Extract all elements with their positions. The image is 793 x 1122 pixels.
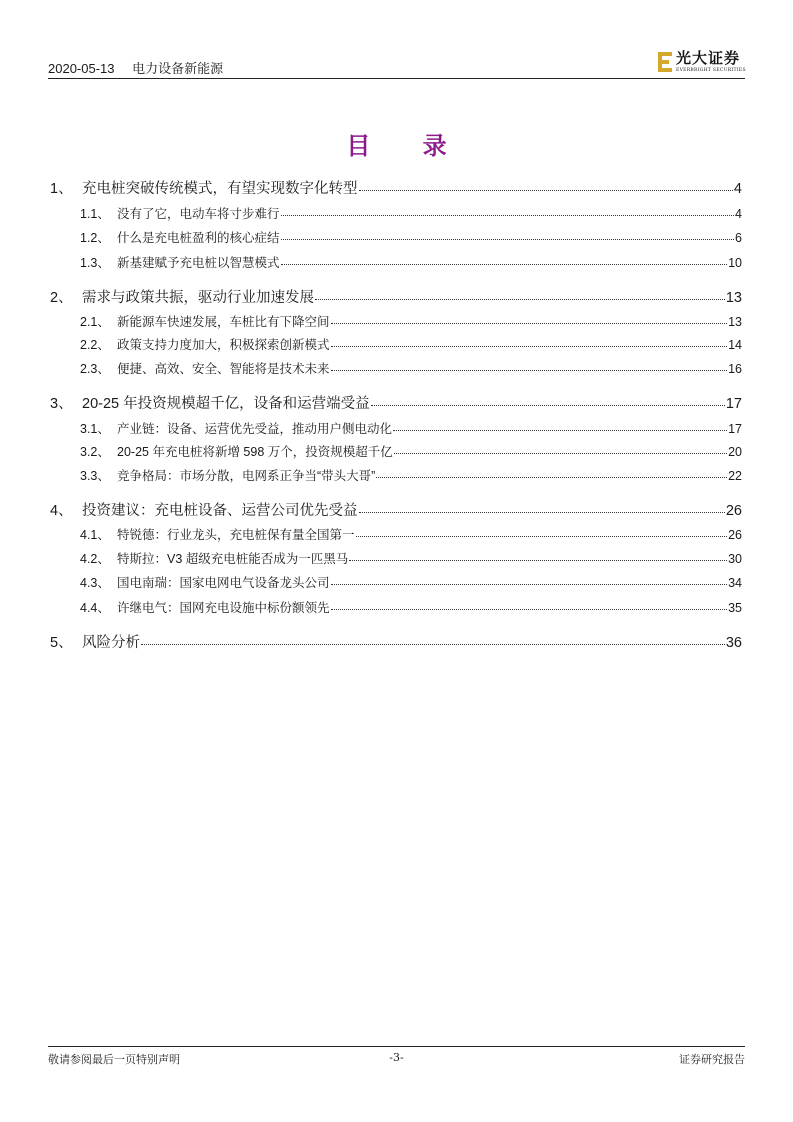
toc-entry-text: 政策支持力度加大，积极探索创新模式 bbox=[117, 338, 330, 352]
toc-entry-page: 4 bbox=[733, 181, 742, 197]
toc-entry-number: 2.3、 bbox=[80, 362, 110, 376]
leader-dots bbox=[356, 536, 728, 537]
toc-entry-number: 4.3、 bbox=[80, 576, 110, 590]
leader-dots bbox=[331, 609, 728, 610]
toc-entry-text: 什么是充电桩盈利的核心症结 bbox=[117, 231, 280, 245]
toc-entry-page: 13 bbox=[725, 290, 742, 306]
toc-entry-text: 没有了它，电动车将寸步难行 bbox=[117, 207, 280, 221]
toc-entry-page: 36 bbox=[725, 635, 742, 651]
toc-entry-page: 17 bbox=[725, 396, 742, 412]
toc-entry-text: 投资建议：充电桩设备、运营公司优先受益 bbox=[82, 503, 358, 519]
company-logo bbox=[658, 50, 746, 76]
page-number: -3- bbox=[389, 1051, 404, 1064]
leader-dots bbox=[331, 370, 728, 371]
toc-entry-page: 10 bbox=[728, 256, 742, 270]
toc-entry-number: 1、 bbox=[50, 181, 73, 197]
toc-entry[interactable] bbox=[80, 549, 742, 567]
toc-entry[interactable] bbox=[80, 359, 742, 377]
toc-entry[interactable] bbox=[50, 499, 742, 520]
toc-entry[interactable] bbox=[80, 312, 742, 330]
leader-dots bbox=[331, 323, 728, 324]
toc-entry-number: 3.3、 bbox=[80, 469, 110, 483]
toc-entry[interactable] bbox=[80, 204, 742, 222]
report-section: 电力设备新能源 bbox=[132, 61, 224, 76]
leader-dots bbox=[359, 512, 725, 513]
toc-entry-text: 许继电气：国网充电设施中标份额领先 bbox=[117, 601, 330, 615]
leader-dots bbox=[349, 560, 727, 561]
leader-dots bbox=[281, 264, 728, 265]
toc-entry[interactable] bbox=[50, 177, 742, 198]
toc-entry-page: 16 bbox=[728, 362, 742, 376]
toc-entry[interactable] bbox=[80, 573, 742, 591]
toc-entry[interactable] bbox=[80, 598, 742, 616]
toc-entry-text: 产业链：设备、运营优先受益，推动用户侧电动化 bbox=[117, 422, 393, 436]
logo-name-cn: 光大证券 bbox=[676, 49, 741, 67]
page-header bbox=[48, 60, 745, 80]
leader-dots bbox=[331, 584, 728, 585]
toc-entry[interactable] bbox=[80, 525, 742, 543]
toc-entry-text: 新基建赋予充电桩以智慧模式 bbox=[117, 256, 280, 270]
toc-entry[interactable] bbox=[50, 286, 742, 307]
toc-entry-page: 26 bbox=[728, 528, 742, 542]
leader-dots bbox=[281, 239, 735, 240]
leader-dots bbox=[376, 477, 727, 478]
toc-entry-text: 风险分析 bbox=[82, 635, 140, 651]
leader-dots bbox=[315, 299, 725, 300]
toc-entry-number: 2、 bbox=[50, 290, 73, 306]
toc-entry[interactable] bbox=[80, 442, 742, 460]
toc-entry[interactable] bbox=[80, 228, 742, 246]
toc-entry-page: 20 bbox=[728, 445, 742, 459]
toc-title: 目 录 bbox=[346, 131, 469, 160]
toc-entry-number: 3.1、 bbox=[80, 422, 110, 436]
leader-dots bbox=[394, 453, 727, 454]
toc-entry-page: 34 bbox=[728, 576, 742, 590]
toc-entry[interactable] bbox=[50, 392, 742, 413]
report-date: 2020-05-13 bbox=[48, 61, 115, 76]
toc-entry-text: 便捷、高效、安全、智能将是技术未来 bbox=[117, 362, 330, 376]
toc-entry-page: 17 bbox=[728, 422, 742, 436]
toc-entry-number: 4、 bbox=[50, 503, 73, 519]
leader-dots bbox=[359, 190, 733, 191]
toc-entry-number: 4.2、 bbox=[80, 552, 110, 566]
leader-dots bbox=[281, 215, 735, 216]
toc-entry-number: 4.4、 bbox=[80, 601, 110, 615]
logo-name-en: EVERBRIGHT SECURITIES bbox=[676, 68, 746, 73]
toc-entry-text: 20-25 年充电桩将新增 598 万个，投资规模超千亿 bbox=[117, 445, 393, 459]
toc-entry-text: 20-25 年投资规模超千亿，设备和运营端受益 bbox=[82, 396, 370, 412]
toc-entry-page: 6 bbox=[735, 231, 742, 245]
toc-entry-text: 需求与政策共振，驱动行业加速发展 bbox=[82, 290, 314, 306]
toc-entry-text: 国电南瑞：国家电网电气设备龙头公司 bbox=[117, 576, 330, 590]
toc-entry-number: 4.1、 bbox=[80, 528, 110, 542]
footer-report-type: 证券研究报告 bbox=[679, 1053, 745, 1066]
logo-mark-icon bbox=[658, 52, 672, 72]
footer-disclaimer: 敬请参阅最后一页特别声明 bbox=[48, 1053, 180, 1066]
toc-entry[interactable] bbox=[80, 466, 742, 484]
toc-entry-page: 30 bbox=[728, 552, 742, 566]
toc-entry-page: 14 bbox=[728, 338, 742, 352]
header-divider bbox=[48, 78, 745, 79]
toc-entry-text: 特斯拉：V3 超级充电桩能否成为一匹黑马 bbox=[117, 552, 349, 566]
toc-entry-text: 特锐德：行业龙头，充电桩保有量全国第一 bbox=[117, 528, 355, 542]
toc-entry[interactable] bbox=[50, 631, 742, 652]
toc-entry-text: 竞争格局：市场分散，电网系正争当“带头大哥” bbox=[117, 469, 376, 483]
leader-dots bbox=[331, 346, 728, 347]
toc-entry-page: 26 bbox=[725, 503, 742, 519]
toc-entry[interactable] bbox=[80, 419, 742, 437]
toc-entry-page: 13 bbox=[728, 315, 742, 329]
toc-entry-number: 1.3、 bbox=[80, 256, 110, 270]
leader-dots bbox=[141, 644, 725, 645]
toc-entry-number: 3、 bbox=[50, 396, 73, 412]
leader-dots bbox=[393, 430, 727, 431]
header-info bbox=[48, 60, 223, 78]
toc-entry[interactable] bbox=[80, 253, 742, 271]
toc-entry-number: 5、 bbox=[50, 635, 73, 651]
toc-entry-page: 4 bbox=[735, 207, 742, 221]
toc-entry-page: 22 bbox=[728, 469, 742, 483]
toc-entry-text: 充电桩突破传统模式，有望实现数字化转型 bbox=[82, 181, 358, 197]
leader-dots bbox=[371, 405, 725, 406]
toc-entry[interactable] bbox=[80, 335, 742, 353]
toc-entry-number: 3.2、 bbox=[80, 445, 110, 459]
toc-entry-number: 1.2、 bbox=[80, 231, 110, 245]
toc-entry-page: 35 bbox=[728, 601, 742, 615]
footer-divider bbox=[48, 1046, 745, 1047]
toc-entry-text: 新能源车快速发展，车桩比有下降空间 bbox=[117, 315, 330, 329]
toc-entry-number: 2.1、 bbox=[80, 315, 110, 329]
toc-entry-number: 1.1、 bbox=[80, 207, 110, 221]
toc-entry-number: 2.2、 bbox=[80, 338, 110, 352]
